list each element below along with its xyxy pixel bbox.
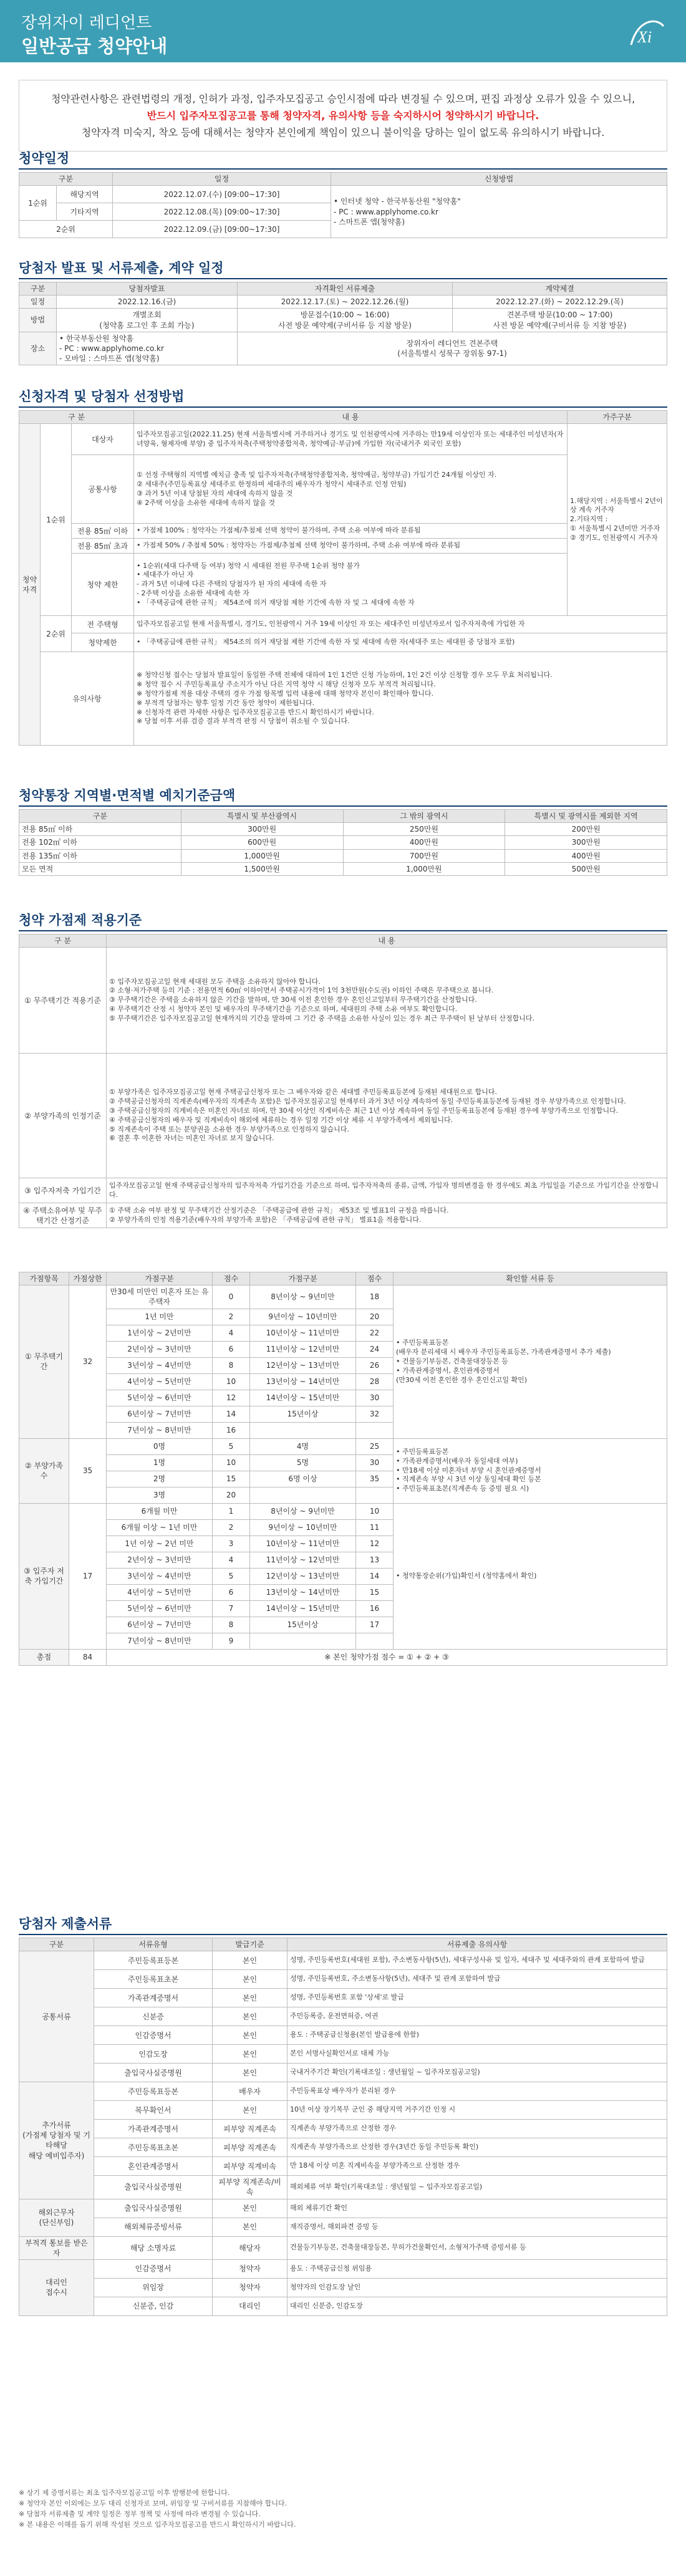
score-cell: 8년이상 ~ 9년미만 — [250, 1286, 356, 1309]
score-cell: 2년이상 ~ 3년미만 — [107, 1341, 213, 1357]
score-docs: • 주민등록표등본 • 가족관계증명서(배우자 동일세대 여부) • 만18세 이상 미혼자녀 부양 시 혼인관계증명서 • 직계존속 부양 시 3년 이상 동일세대 확인 등본 • 주민등록표초본(직계존속 등 증빙 필요 시) — [394, 1438, 667, 1503]
document-row: 해외체류증빙서류 본인 재직증명서, 해외파견 증빙 등 — [19, 2218, 667, 2236]
footer-note: ※ 상기 제 증명서류는 최초 입주자모집공고일 이후 발행분에 한합니다. — [19, 2489, 230, 2497]
score-cell: 8 — [213, 1617, 250, 1633]
footer-note: ※ 본 내용은 이해를 돕기 위해 작성된 것으로 입주자모집공고를 반드시 확인하시기 바랍니다. — [19, 2521, 296, 2529]
score-cell — [250, 1633, 356, 1649]
score-cell: 만30세 미만인 미혼자 또는 유주택자 — [107, 1286, 213, 1309]
score-cell: 6명 이상 — [250, 1471, 356, 1487]
score-cell: 17 — [356, 1617, 394, 1633]
section-title-schedule: 청약일정 — [19, 151, 70, 166]
score-cell: 24 — [356, 1341, 394, 1357]
footer-note: ※ 당첨자 서류제출 및 계약 일정은 정부 정책 및 사정에 따라 변경될 수 있습니다. — [19, 2510, 261, 2518]
score-cell: 14 — [356, 1568, 394, 1584]
score-cell: 2 — [213, 1309, 250, 1325]
score-cell — [356, 1422, 394, 1438]
document-row: 혼인관계증명서 피부양 직계비속 만 18세 이상 미혼 직계비속을 부양가족으로 산정한 경우 — [19, 2157, 667, 2176]
document-group: 부적격 통보를 받은자 — [19, 2236, 94, 2259]
score-cell: 14 — [213, 1406, 250, 1422]
score-max: 35 — [69, 1438, 107, 1503]
score-cell: 15 — [213, 1471, 250, 1487]
score-cell: 6년이상 ~ 7년미만 — [107, 1617, 213, 1633]
score-cell: 12년이상 ~ 13년미만 — [250, 1568, 356, 1584]
score-row — [19, 1286, 667, 1309]
score-cell: 26 — [356, 1357, 394, 1373]
score-cell: 28 — [356, 1373, 394, 1390]
document-row: 해외근무자 (단신부임) 출입국사실증명원 본인 해외 체류기간 확인 — [19, 2199, 667, 2218]
score-cell: 8 — [213, 1357, 250, 1373]
score-docs: • 청약통장순위(가입)확인서 (청약홈에서 확인) — [394, 1503, 667, 1649]
document-row: 신분증 본인 주민등록증, 운전면허증, 여권 — [19, 2007, 667, 2026]
document-row: 인감도장 본인 본인 서명사실확인서로 대체 가능 — [19, 2045, 667, 2064]
score-row — [19, 1438, 667, 1454]
score-cell: 11 — [356, 1519, 394, 1536]
document-group: 해외근무자 (단신부임) — [19, 2199, 94, 2236]
score-cell: 5년이상 ~ 6년미만 — [107, 1600, 213, 1617]
document-row: 복무확인서 본인 10년 이상 장기복무 군인 중 해당지역 거주기간 인정 시 — [19, 2101, 667, 2120]
score-cell: 2년이상 ~ 3년미만 — [107, 1552, 213, 1568]
score-cell: 1년 미만 — [107, 1309, 213, 1325]
page-title: 일반공급 청약안내 — [21, 36, 168, 57]
score-cell: 1년 이상 ~ 2년 미만 — [107, 1536, 213, 1552]
score-cell: 1 — [213, 1503, 250, 1519]
score-docs: • 주민등록표등본 (배우자 분리세대 시 배우자 주민등록표등본, 가족관계증명서 추가 제출) • 건물등기부등본, 건축물대장등본 등 • 가족관계증명서, 혼인관계증명서 (만30세 이전 혼인한 경우 혼인신고일 확인) — [394, 1286, 667, 1438]
score-cell: 15 — [356, 1584, 394, 1600]
score-cell: 4 — [213, 1552, 250, 1568]
section-title-score: 청약 가점제 적용기준 — [19, 913, 142, 928]
score-cell: 6 — [213, 1584, 250, 1600]
score-cell: 5 — [213, 1438, 250, 1454]
svg-text:Xi: Xi — [637, 28, 652, 46]
score-cell — [250, 1422, 356, 1438]
score-cell — [356, 1487, 394, 1503]
document-row: 가족관계증명서 본인 성명, 주민등록번호 포함 '상세'로 발급 — [19, 1989, 667, 2007]
score-cell: 6개월 미만 — [107, 1503, 213, 1519]
score-cell: 4년이상 ~ 5년미만 — [107, 1584, 213, 1600]
score-cell: 15년이상 — [250, 1406, 356, 1422]
score-cell: 7년이상 ~ 8년미만 — [107, 1633, 213, 1649]
score-cell: 3 — [213, 1536, 250, 1552]
score-cell: 10 — [213, 1373, 250, 1390]
score-cell: 2명 — [107, 1471, 213, 1487]
score-cell: 0 — [213, 1286, 250, 1309]
score-cell: 12 — [213, 1390, 250, 1406]
score-cell: 16 — [356, 1600, 394, 1617]
document-row: 주민등록표초본 피부양 직계존속 직계존속 부양가족으로 산정한 경우(3년간 동일 주민등록 확인) — [19, 2138, 667, 2157]
warning-text: 반드시 입주자모집공고를 통해 청약자격, 유의사항 등을 숙지하시어 청약하시기 바랍니다. — [147, 110, 539, 122]
footer-notes — [19, 2487, 667, 2530]
score-table: 가점항목 가점상한 가점구분 점수 가점구분 점수 확인할 서류 등 ① 무주택기간 32 만30세 미만인 미혼자 또는 유주택자 0 8년이상 ~ 9년미만 18 • 주민등록표등본 (배우자 분리세대 시 배우자 주민등록표등본, 가족관계증명서 추가 제출) • 건물등기부등본, 건축물대장등본 등 • 가족관계증명서, 혼인관계증명서 (만30세 이전 혼인한 경우 혼인신고일 확인) 1년 미만 2 9년이상 ~ 10년미만 20 1년이상 ~ 2년미만 4 10년이상 ~ 11년미만 22 2년이상 ~ 3년미만 6 11년이상 ~ 12년미만 24 3년이상 ~ 4년미만 8 12년이상 ~ 13년미만 26 4년이상 ~ 5년미만 10 13년이상 ~ 14년미만 28 5년이상 ~ 6년미만 12 14년이상 ~ 15년미만 30 6년이상 ~ 7년미만 14 15년이상 32 7년이상 ~ 8년미만 16 ② 부양가족수 35 0명 5 4명 25 • 주민등록표등본 • 가족관계증명서(배우자 동일세대 여부) • 만18세 이상 미혼자녀 부양 시 혼인관계증명서 • 직계존속 부양 시 3년 이상 동일세대 확인 등본 • 주민등록표초본(직계존속 등 증빙 필요 시) 1명 10 5명 30 2명 15 6명 이상 35 3명 20 ③ 입주자 저축 가입기간 17 6개월 미만 1 8년이상 ~ 9년미만 10 • 청약통장순위(가입)확인서 (청약홈에서 확인) 6개월 이상 ~ 1년 미만 2 9년이상 ~ 10년미만 11 1년 이상 ~ 2년 미만 3 10년이상 ~ 11년미만 12 2년이상 ~ 3년미만 4 11년이상 ~ 12년미만 13 3년이상 ~ 4년미만 5 12년이상 ~ 13년미만 14 4년이상 ~ 5년미만 6 13년이상 ~ 14년미만 15 5년이상 ~ 6년미만 7 14년이상 ~ 15년미만 16 6년이상 ~ 7년미만 8 15년이상 17 7년이상 ~ 8년미만 9 총점 84 ※ 본인 청약가점 점수 = ① + ② + ③ — [19, 1272, 667, 1666]
score-cell: 25 — [356, 1438, 394, 1454]
score-cell: 18 — [356, 1286, 394, 1309]
score-cell: 9년이상 ~ 10년미만 — [250, 1309, 356, 1325]
section-title-deposit: 청약통장 지역별·면적별 예치기준금액 — [19, 788, 236, 803]
section-title-announce: 당첨자 발표 및 서류제출, 계약 일정 — [19, 261, 224, 276]
document-row: 추가서류 (가점제 당첨자 및 기타해당 해당 예비입주자) 주민등록표등본 배우자 주민등록표상 배우자가 분리된 경우 — [19, 2082, 667, 2101]
score-item: ① 무주택기간 — [19, 1286, 69, 1438]
document-row: 부적격 통보를 받은자 해당 소명자료 해당자 건물등기부등본, 건축물대장등본, 무허가건물확인서, 소형저가주택 증빙서류 등 — [19, 2236, 667, 2259]
score-cell: 6 — [213, 1341, 250, 1357]
schedule-table: 구분 일정 신청방법 1순위 해당지역 2022.12.07.(수) [09:00~17:30] • 인터넷 청약 - 한국부동산원 "청약홈" - PC : www.applyhome.co.kr - 스마트폰 앱(청약홈) 기타지역 2022.12.08.(목) [09:00~17:30] 2순위 2022.12.09.(금) [09:00~17:30] — [19, 172, 667, 238]
score-cell: 14년이상 ~ 15년미만 — [250, 1390, 356, 1406]
score-cell: 20 — [356, 1309, 394, 1325]
score-cell: 10년이상 ~ 11년미만 — [250, 1325, 356, 1341]
score-cell — [356, 1633, 394, 1649]
score-cell: 22 — [356, 1325, 394, 1341]
score-cell: 6개월 이상 ~ 1년 미만 — [107, 1519, 213, 1536]
score-cell: 30 — [356, 1454, 394, 1471]
score-cell: 2 — [213, 1519, 250, 1536]
score-max: 17 — [69, 1503, 107, 1649]
score-max: 32 — [69, 1286, 107, 1438]
score-cell: 3년이상 ~ 4년미만 — [107, 1568, 213, 1584]
document-row: 대리인 접수시 인감증명서 청약자 용도 : 주택공급신청 위임용 — [19, 2259, 667, 2278]
eligibility-table: 구 분 내 용 가주구분 청약 자격 1순위 대상자 입주자모집공고일(2022.11.25) 현재 서울특별시에 거주하거나 경기도 및 인천광역시에 거주하는 만19세 이상인자 또는 세대주인 미성년자(자녀양육, 형제자매 부양) 중 입주자저축(주택청약종합저축, 청약예금·부금)에 가입한 자(국내거주 외국인 포함) 1.해당지역 : 서울특별시 2년이상 계속 거주자 2.기타지역 : ① 서울특별시 2년미만 거주자 ② 경기도, 인천광역시 거주자 공통사항 ① 선정 주택형의 지역별 예치금 충족 및 입주자저축(주택청약종합저축, 청약예금, 청약부금) 가입기간 24개월 이상인 자. ② 세대주(주민등록표상 세대주로 한정하며 세대주의 배우자가 청약시 세대주로 인정 안됨) ③ 과거 5년 이내 당첨된 자의 세대에 속하지 않을 것 ④ 2주택 이상을 소유한 세대에 속하지 않을 것 전용 85㎡ 이하 • 가점제 100% : 청약자는 가점제/추첨제 선택 청약이 불가하며, 주택 소유 여부에 따라 분류됨 전용 85㎡ 초과 • 가점제 50% / 추첨제 50% : 청약자는 가점제/추첨제 선택 청약이 불가하며, 주택 소유 여부에 따라 분류됨 청약 제한 • 1순위(세대 다주택 등 여부) 청약 시 세대원 전원 무주택 1순위 청약 불가 • 세대주가 아닌 자 - 과거 5년 이내에 다른 주택의 당첨자가 된 자의 세대에 속한 자 - 2주택 이상을 소유한 세대에 속한 자 • 「주택공급에 관한 규칙」 제54조에 의거 재당첨 제한 기간에 속한 자 및 그 세대에 속한 자 2순위 전 주택형 입주자모집공고일 현재 서울특별시, 경기도, 인천광역시 거주 19세 이상인 자 또는 세대주인 미성년자로서 입주자저축에 가입한 자 청약제한 • 「주택공급에 관한 규칙」 제54조의 의거 재당첨 제한 기간에 속한 자 및 세대에 속한 자(세대주 또는 세대원 중 당첨자 포함) 유의사항 ※ 청약신청 접수는 당첨자 발표일이 동일한 주택 전체에 대하여 1인 1건만 신청 가능하며, 1인 2건 이상 신청할 경우 모두 무효 처리됩니다. ※ 청약 접수 시 주민등록표상 주소지가 아닌 다른 지역 청약 시 해당 신청자 모두 부적격 처리됩니다. ※ 청약가점제 적용 대상 주택의 경우 가점 항목별 입력 내용에 대해 청약자 본인이 확인해야 합니다. ※ 부적격 당첨자는 향후 일정 기간 동안 청약이 제한됩니다. ※ 신청자격 관련 자세한 사항은 입주자모집공고를 반드시 확인하시기 바랍니다. ※ 당첨 이후 서류 검증 결과 부적격 판정 시 당첨이 취소될 수 있습니다. — [19, 410, 667, 746]
score-cell: 7 — [213, 1600, 250, 1617]
score-cell: 10년이상 ~ 11년미만 — [250, 1536, 356, 1552]
footer-note: ※ 청약자 본인 이외에는 모두 대리 신청자로 보며, 위임장 및 구비서류를 지참해야 합니다. — [19, 2499, 287, 2507]
score-cell: 4년이상 ~ 5년미만 — [107, 1373, 213, 1390]
xi-logo-icon — [625, 14, 667, 50]
score-cell: 15년이상 — [250, 1617, 356, 1633]
document-group: 공통서류 — [19, 1951, 94, 2082]
score-cell: 16 — [213, 1422, 250, 1438]
document-row: 신분증, 인감 대리인 대리인 신분증, 인감도장 — [19, 2297, 667, 2315]
score-cell: 35 — [356, 1471, 394, 1487]
section-title-eligibility: 신청자격 및 당첨자 선정방법 — [19, 389, 185, 404]
score-cell: 4 — [213, 1325, 250, 1341]
document-group: 추가서류 (가점제 당첨자 및 기타해당 해당 예비입주자) — [19, 2082, 94, 2199]
announce-table: 구분 당첨자발표 자격확인 서류제출 계약체결 일정 2022.12.16.(금) 2022.12.17.(토) ~ 2022.12.26.(월) 2022.12.27.(화) ~ 2022.12.29.(목) 방법 개별조회 (청약홈 로그인 후 조회 가능) 방문접수(10:00 ~ 16:00) 사전 방문 예약제(구비서류 등 지참 방문) 견본주택 방문(10:00 ~ 17:00) 사전 방문 예약제(구비서류 등 지참 방문) 장소 • 한국부동산원 청약홈 - PC : www.applyhome.co.kr - 모바일 : 스마트폰 앱(청약홈) 장위자이 레디언트 견본주택 (서울특별시 성북구 장위동 97-1) — [19, 282, 667, 365]
document-row: 출입국사실증명원 본인 국내거주기간 확인(기록대조일 : 생년월일 ~ 입주자모집공고일) — [19, 2064, 667, 2082]
score-cell: 3년이상 ~ 4년미만 — [107, 1357, 213, 1373]
score-cell: 13 — [356, 1552, 394, 1568]
score-cell: 12년이상 ~ 13년미만 — [250, 1357, 356, 1373]
score-cell: 12 — [356, 1536, 394, 1552]
document-row: 위임장 청약자 청약자의 인감도장 날인 — [19, 2278, 667, 2297]
score-cell: 11년이상 ~ 12년미만 — [250, 1552, 356, 1568]
score-cell: 5명 — [250, 1454, 356, 1471]
score-cell: 8년이상 ~ 9년미만 — [250, 1503, 356, 1519]
score-cell: 5 — [213, 1568, 250, 1584]
score-cell: 20 — [213, 1487, 250, 1503]
document-row: 인감증명서 본인 용도 : 주택공급신청용(본인 발급용에 한함) — [19, 2026, 667, 2045]
notice-box: 청약관련사항은 관련법령의 개정, 인허가 과정, 입주자모집공고 승인시점에 따라 변경될 수 있으며, 편집 과정상 오류가 있을 수 있으니, 반드시 입주자모집공고를 통해 청약자격, 유의사항 등을 숙지하시어 청약하시기 바랍니다. 청약자격 미숙지, 착오 등에 대해서는 청약자 본인에게 책임이 있으니 불이익을 당하는 일이 없도록 유의하시기 바랍니다. — [19, 80, 667, 151]
deposit-table: 구분 특별시 및 부산광역시 그 밖의 광역시 특별시 및 광역시를 제외한 지역 전용 85㎡ 이하 300만원 250만원 200만원 전용 102㎡ 이하 600만원 400만원 300만원 전용 135㎡ 이하 1,000만원 700만원 400만원 모든 면적 1,500만원 1,000만원 500만원 — [19, 809, 667, 876]
score-cell: 0명 — [107, 1438, 213, 1454]
score-cell: 5년이상 ~ 6년미만 — [107, 1390, 213, 1406]
score-cell: 3명 — [107, 1487, 213, 1503]
header-banner — [0, 0, 686, 62]
score-cell: 9년이상 ~ 10년미만 — [250, 1519, 356, 1536]
score-cell — [250, 1487, 356, 1503]
score-cell: 14년이상 ~ 15년미만 — [250, 1600, 356, 1617]
document-row: 가족관계증명서 피부양 직계존속 직계존속 부양가족으로 산정한 경우 — [19, 2120, 667, 2138]
score-cell: 1명 — [107, 1454, 213, 1471]
document-row: 주민등록표초본 본인 성명, 주민등록번호, 주소변동사항(5년), 세대주 및 관계 포함하여 발급 — [19, 1970, 667, 1989]
score-item: ② 부양가족수 — [19, 1438, 69, 1503]
score-row — [19, 1503, 667, 1519]
score-cell: 4명 — [250, 1438, 356, 1454]
score-cell: 10 — [213, 1454, 250, 1471]
score-criteria-table: 구 분 내 용 ① 무주택기간 적용기준 ① 입주자모집공고일 현재 세대원 모두 주택을 소유하지 않아야 합니다. ② 소형·저가주택 등의 기준 : 전용면적 60㎡ 이하이면서 주택공시가격이 1억 3천만원(수도권) 이하인 주택은 무주택으로 봅니다. ③ 무주택기간은 주택을 소유하지 않은 기간을 말하며, 만 30세 이전 혼인한 경우 혼인신고일부터 무주택기간을 산정합니다. ④ 무주택기간 산정 시 청약자 본인 및 배우자의 무주택기간을 기준으로 하며, 세대원의 주택 소유 여부도 확인합니다. ⑤ 무주택기간은 입주자모집공고일 현재까지의 기간을 말하며 그 기간 중 주택을 소유한 사실이 있는 경우 최근 무주택이 된 날부터 산정합니다. ② 부양가족의 인정기준 ① 부양가족은 입주자모집공고일 현재 주택공급신청자 또는 그 배우자와 같은 세대별 주민등록표등본에 등재된 세대원으로 합니다. ② 주택공급신청자의 직계존속(배우자의 직계존속 포함)은 입주자모집공고일 현재부터 과거 3년 이상 계속하여 동일 주민등록표등본에 등재된 경우 부양가족으로 인정합니다. ③ 주택공급신청자의 직계비속은 미혼인 자녀로 하며, 만 30세 이상인 직계비속은 최근 1년 이상 계속하여 동일 주민등록표등본에 등재된 경우에 부양가족으로 인정합니다. ④ 주택공급신청자의 배우자 및 직계비속이 해외에 체류하는 경우 일정 기간 이상 체류 시 부양가족에서 제외됩니다. ⑤ 직계존속이 주택 또는 분양권을 소유한 경우 부양가족으로 인정하지 않습니다. ⑥ 결혼 후 이혼한 자녀는 미혼인 자녀로 보지 않습니다. ③ 입주자저축 가입기간 입주자모집공고일 현재 주택공급신청자의 입주자저축 가입기간을 기준으로 하며, 입주자저축의 종류, 금액, 가입자 명의변경을 한 경우에도 최초 가입일을 기준으로 가입기간을 산정합니다. ④ 주택소유여부 및 무주택기간 산정기준 ① 주택 소유 여부 판정 및 무주택기간 산정기준은 「주택공급에 관한 규칙」 제53조 및 별표1의 규정을 따릅니다. ② 부양가족의 인정 적용기준(배우자의 부양가족 포함)은 「주택공급에 관한 규칙」 별표1을 적용합니다. — [19, 934, 667, 1228]
score-item: ③ 입주자 저축 가입기간 — [19, 1503, 69, 1649]
document-row: 출입국사실증명원 피부양 직계존속/비속 해외체류 여부 확인(기록대조일 : 생년월일 ~ 입주자모집공고일) — [19, 2176, 667, 2199]
score-cell: 13년이상 ~ 14년미만 — [250, 1584, 356, 1600]
score-cell: 13년이상 ~ 14년미만 — [250, 1373, 356, 1390]
score-cell: 32 — [356, 1406, 394, 1422]
score-cell: 1년이상 ~ 2년미만 — [107, 1325, 213, 1341]
score-cell: 9 — [213, 1633, 250, 1649]
document-row: 공통서류 주민등록표등본 본인 성명, 주민등록번호(세대원 포함), 주소변동사항(5년), 세대구성사유 및 일자, 세대주 및 세대주와의 관계 포함하여 발급 — [19, 1951, 667, 1970]
documents-table: 구분 서류유형 발급기준 서류제출 유의사항 공통서류 주민등록표등본 본인 성명, 주민등록번호(세대원 포함), 주소변동사항(5년), 세대구성사유 및 일자, 세대주 및 세대주와의 관계 포함하여 발급 주민등록표초본 본인 성명, 주민등록번호, 주소변동사항(5년), 세대주 및 관계 포함하여 발급 가족관계증명서 본인 성명, 주민등록번호 포함 '상세'로 발급 신분증 본인 주민등록증, 운전면허증, 여권 인감증명서 본인 용도 : 주택공급신청용(본인 발급용에 한함) 인감도장 본인 본인 서명사실확인서로 대체 가능 출입국사실증명원 본인 국내거주기간 확인(기록대조일 : 생년월일 ~ 입주자모집공고일) 추가서류 (가점제 당첨자 및 기타해당 해당 예비입주자) 주민등록표등본 배우자 주민등록표상 배우자가 분리된 경우 복무확인서 본인 10년 이상 장기복무 군인 중 해당지역 거주기간 인정 시 가족관계증명서 피부양 직계존속 직계존속 부양가족으로 산정한 경우 주민등록표초본 피부양 직계존속 직계존속 부양가족으로 산정한 경우(3년간 동일 주민등록 확인) 혼인관계증명서 피부양 직계비속 만 18세 이상 미혼 직계비속을 부양가족으로 산정한 경우 출입국사실증명원 피부양 직계존속/비속 해외체류 여부 확인(기록대조일 : 생년월일 ~ 입주자모집공고일) 해외근무자 (단신부임) 출입국사실증명원 본인 해외 체류기간 확인 해외체류증빙서류 본인 재직증명서, 해외파견 증빙 등 부적격 통보를 받은자 해당 소명자료 해당자 건물등기부등본, 건축물대장등본, 무허가건물확인서, 소형저가주택 증빙서류 등 대리인 접수시 인감증명서 청약자 용도 : 주택공급신청 위임용 위임장 청약자 청약자의 인감도장 날인 신분증, 인감 대리인 대리인 신분증, 인감도장 — [19, 1938, 667, 2316]
score-cell: 10 — [356, 1503, 394, 1519]
score-cell: 7년이상 ~ 8년미만 — [107, 1422, 213, 1438]
complex-name: 장위자이 레디언트 — [21, 14, 152, 32]
section-title-documents: 당첨자 제출서류 — [19, 1916, 112, 1931]
score-cell: 11년이상 ~ 12년미만 — [250, 1341, 356, 1357]
score-cell: 30 — [356, 1390, 394, 1406]
score-cell: 6년이상 ~ 7년미만 — [107, 1406, 213, 1422]
document-group: 대리인 접수시 — [19, 2259, 94, 2315]
